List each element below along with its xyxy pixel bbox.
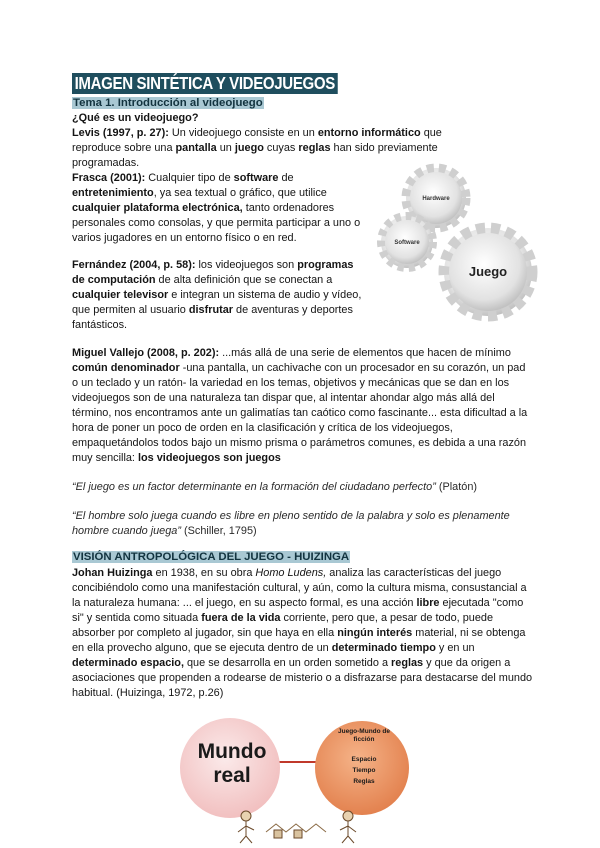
- levis-paragraph: Levis (1997, p. 27): Un videojuego consiste en un entorno informático que reproduce sobre una pantalla un juego cuyas reglas han sido previamente programadas.: [72, 127, 442, 169]
- tiempo-label: Tiempo: [352, 767, 376, 774]
- juego-gear: [444, 228, 532, 316]
- fernandez-paragraph: Fernández (2004, p. 58): los videojuegos son programas de computación de alta definición que se conectan a cualquier televisor e integran un sistema de audio y vídeo, que permiten al usuario disfrutar de aventuras y deportes fantásticos.: [72, 259, 362, 331]
- ficcion-title-2: ficción: [353, 736, 375, 743]
- playing-figures-illustration: [238, 811, 356, 843]
- software-label: Software: [394, 240, 420, 246]
- real-label: real: [213, 764, 251, 787]
- mundo-label: Mundo: [197, 740, 267, 763]
- ficcion-circle: [315, 721, 409, 815]
- question-heading: ¿Qué es un videojuego?: [72, 112, 199, 124]
- gears-diagram: [370, 156, 556, 324]
- ficcion-title-1: Juego-Mundo de: [338, 728, 390, 735]
- page-title: IMAGEN SINTÉTICA Y VIDEOJUEGOS: [72, 73, 338, 94]
- tema-label: Tema 1. Introducción al videojuego: [73, 97, 263, 109]
- vallejo-paragraph: Miguel Vallejo (2008, p. 202): ...más allá de una serie de elementos que hacen de mínimo común denominador -una pantalla, un cachivache con un procesador en su corazón, un pad o un teclado y un ratón- la variedad en los temas, objetivos y mecánicas que se dan en los videojuegos son de una naturaleza tan dispar que, al intentar ahondar algo más allá del término, nos encontramos ante un galimatías tan caótico como fascinante... esta dificultad a la hora de poner un poco de orden en la clasificación y crítica de los videojuegos, empaquetándolos todos bajo un mismo prisma o parámetros comunes, es debida a una razón muy sencilla: los videojuegos son juegos: [72, 347, 528, 464]
- plato-quote: “El juego es un factor determinante en la formación del ciudadano perfecto” (Platón): [72, 481, 478, 493]
- software-gear: [381, 216, 433, 268]
- mundo-real-circle: [180, 718, 280, 818]
- juego-label: Juego: [468, 264, 508, 279]
- reglas-label: Reglas: [353, 778, 375, 785]
- section-heading: [72, 550, 350, 565]
- frasca-paragraph: Frasca (2001): Cualquier tipo de software de entretenimiento, ya sea textual o gráfico, que utilice cualquier plataforma electrónica, tanto ordenadores personales como consolas, y que permita participar a uno o varios jugadores en un entorno físico o en red.: [72, 172, 361, 244]
- schiller-quote: “El hombre solo juega cuando es libre en pleno sentido de la palabra y solo es plenamente hombre cuando juega” (Schiller, 1795): [72, 510, 510, 537]
- huizinga-heading: VISIÓN ANTROPOLÓGICA DEL JUEGO - HUIZINGA: [73, 551, 350, 563]
- mundo-ficcion-figure: [176, 712, 436, 844]
- huizinga-paragraph: Johan Huizinga en 1938, en su obra Homo Ludens, analiza las características del juego concibiéndolo como una manifestación cultural, y aún, como la cultura misma, consustancial a la naturaleza humana: ... el juego, en su aspecto formal, es una acción libre ejecutada "como si" y sentida como situada fuera de la vida corriente, pero que, a pesar de todo, puede absorber por completo al jugador, sin que haya en ella ningún interés material, ni se obtenga en ella provecho alguno, que se ejecuta dentro de un determinado tiempo y en un determinado espacio, que se desarrolla en un orden sometido a reglas y que da origen a asociaciones que propenden a rodearse de misterio o a disfrazarse para destacarse del mundo habitual. (Huizinga, 1972, p.26): [72, 567, 533, 699]
- espacio-label: Espacio: [351, 756, 377, 763]
- topic-heading: [72, 96, 264, 111]
- hardware-label: Hardware: [422, 196, 450, 202]
